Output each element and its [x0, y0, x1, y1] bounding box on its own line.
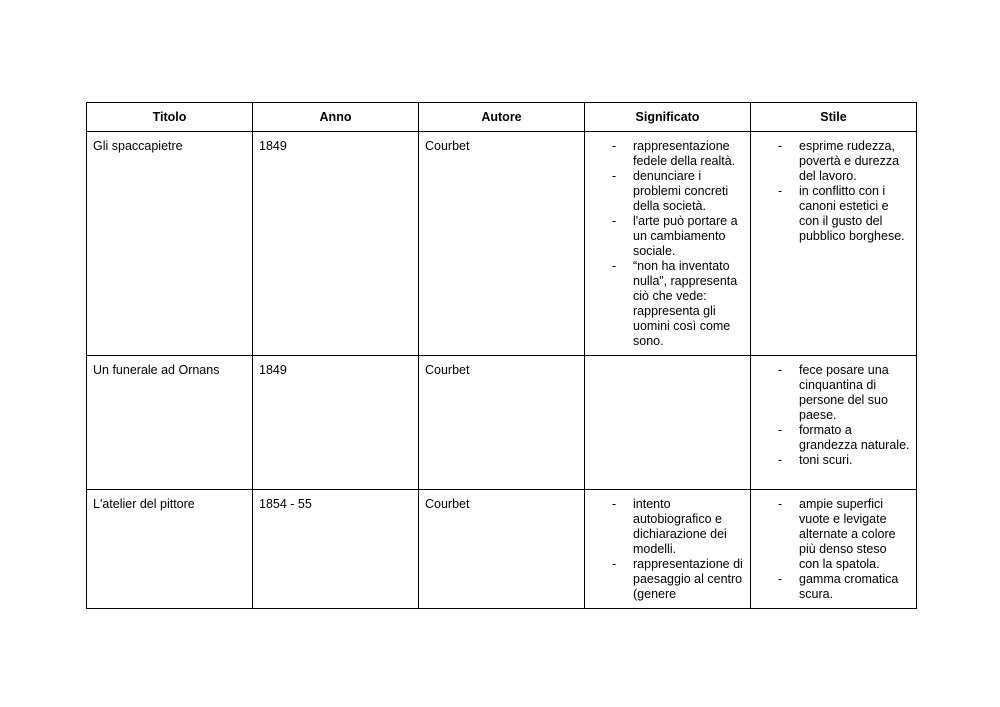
- header-anno: Anno: [253, 103, 419, 132]
- cell-autore: Courbet: [419, 132, 585, 356]
- cell-significato: [585, 356, 751, 490]
- cell-stile: [751, 356, 917, 490]
- stile-list: [757, 363, 910, 468]
- cell-significato: [585, 132, 751, 356]
- list-item: - esprime rudezza, povertà e durezza del lavoro.: [799, 139, 910, 184]
- list-item: - rappresentazione di paesaggio al centro (genere: [633, 557, 744, 602]
- list-item: - denunciare i problemi concreti della società.: [633, 169, 744, 214]
- cell-anno: 1849: [253, 132, 419, 356]
- cell-autore: Courbet: [419, 490, 585, 609]
- list-item: - rappresentazione fedele della realtà.: [633, 139, 744, 169]
- header-stile: Stile: [751, 103, 917, 132]
- artworks-table: [86, 102, 917, 609]
- table-row: [87, 132, 917, 356]
- stile-list: [757, 139, 910, 244]
- significato-list: [591, 497, 744, 602]
- header-significato: Significato: [585, 103, 751, 132]
- cell-significato: [585, 490, 751, 609]
- stile-list: [757, 497, 910, 602]
- cell-stile: [751, 132, 917, 356]
- header-titolo: Titolo: [87, 103, 253, 132]
- list-item: - in conflitto con i canoni estetici e con il gusto del pubblico borghese.: [799, 184, 910, 244]
- header-autore: Autore: [419, 103, 585, 132]
- list-item: - “non ha inventato nulla”, rappresenta ciò che vede: rappresenta gli uomini così come sono.: [633, 259, 744, 349]
- cell-stile: [751, 490, 917, 609]
- list-item: - fece posare una cinquantina di persone del suo paese.: [799, 363, 910, 423]
- list-item: - gamma cromatica scura.: [799, 572, 910, 602]
- table-header-row: [87, 103, 917, 132]
- list-item: - ampie superfici vuote e levigate alternate a colore più denso steso con la spatola.: [799, 497, 910, 572]
- cell-titolo: Un funerale ad Ornans: [87, 356, 253, 490]
- cell-titolo: L'atelier del pittore: [87, 490, 253, 609]
- cell-titolo: Gli spaccapietre: [87, 132, 253, 356]
- list-item: - formato a grandezza naturale.: [799, 423, 910, 453]
- list-item: - intento autobiografico e dichiarazione dei modelli.: [633, 497, 744, 557]
- cell-anno: 1854 - 55: [253, 490, 419, 609]
- list-item: - toni scuri.: [799, 453, 910, 468]
- cell-autore: Courbet: [419, 356, 585, 490]
- table-row: [87, 356, 917, 490]
- list-item: - l'arte può portare a un cambiamento sociale.: [633, 214, 744, 259]
- cell-anno: 1849: [253, 356, 419, 490]
- significato-list: [591, 139, 744, 349]
- table-row: [87, 490, 917, 609]
